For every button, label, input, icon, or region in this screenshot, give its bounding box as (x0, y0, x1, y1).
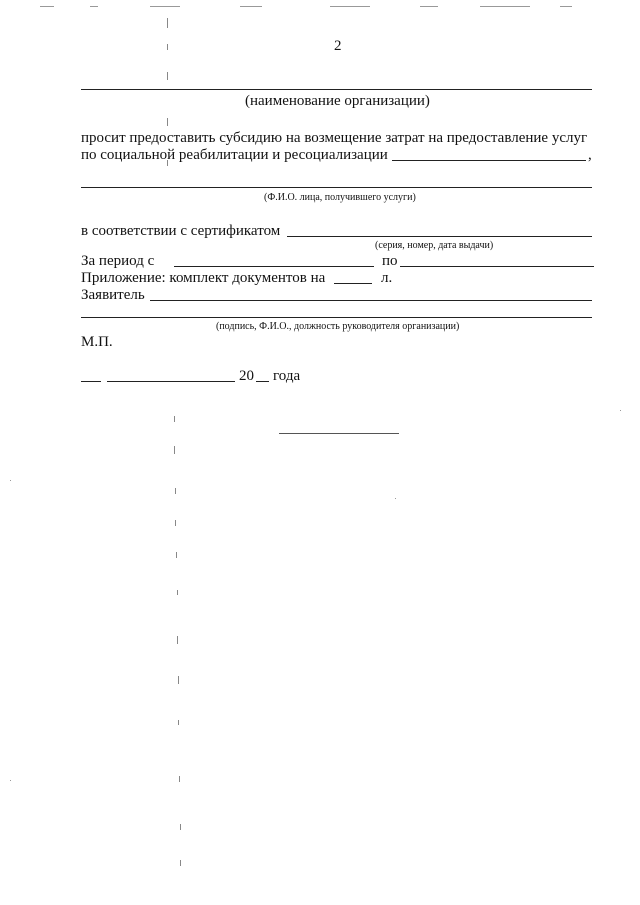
recipient-fio-line (81, 187, 592, 188)
period-to-label: по (382, 253, 398, 269)
certificate-blank-line (287, 236, 592, 237)
recipient-fio-caption: (Ф.И.О. лица, получившего услуги) (264, 192, 416, 203)
services-blank-line (392, 160, 586, 161)
period-to-line (400, 266, 594, 267)
period-from-label: За период с (81, 253, 155, 269)
end-separator-line (279, 433, 399, 434)
request-text-comma: , (588, 147, 592, 163)
attachment-suffix: л. (381, 270, 393, 286)
organization-caption: (наименование организации) (245, 93, 430, 109)
certificate-label: в соответствии с сертификатом (81, 223, 281, 239)
request-text-line1: просит предоставить субсидию на возмещение затрат на предоставление услуг (81, 130, 588, 146)
page-number: 2 (334, 38, 342, 54)
attachment-pages-line (334, 283, 372, 284)
date-year-prefix: 20 (239, 368, 254, 384)
date-year-suffix: года (273, 368, 301, 384)
date-month-line (107, 381, 235, 382)
certificate-caption: (серия, номер, дата выдачи) (375, 240, 494, 251)
applicant-caption: (подпись, Ф.И.О., должность руководителя организации) (216, 321, 460, 332)
applicant-label: Заявитель (81, 287, 145, 303)
date-day-line (81, 381, 101, 382)
organization-name-line (81, 89, 592, 90)
signature-line (81, 317, 592, 318)
applicant-line (150, 300, 592, 301)
date-year-line (256, 381, 269, 382)
request-text-line2: по социальной реабилитации и ресоциализации (81, 147, 388, 163)
period-from-line (174, 266, 374, 267)
attachment-label: Приложение: комплект документов на (81, 270, 326, 286)
stamp-label: М.П. (81, 334, 113, 350)
